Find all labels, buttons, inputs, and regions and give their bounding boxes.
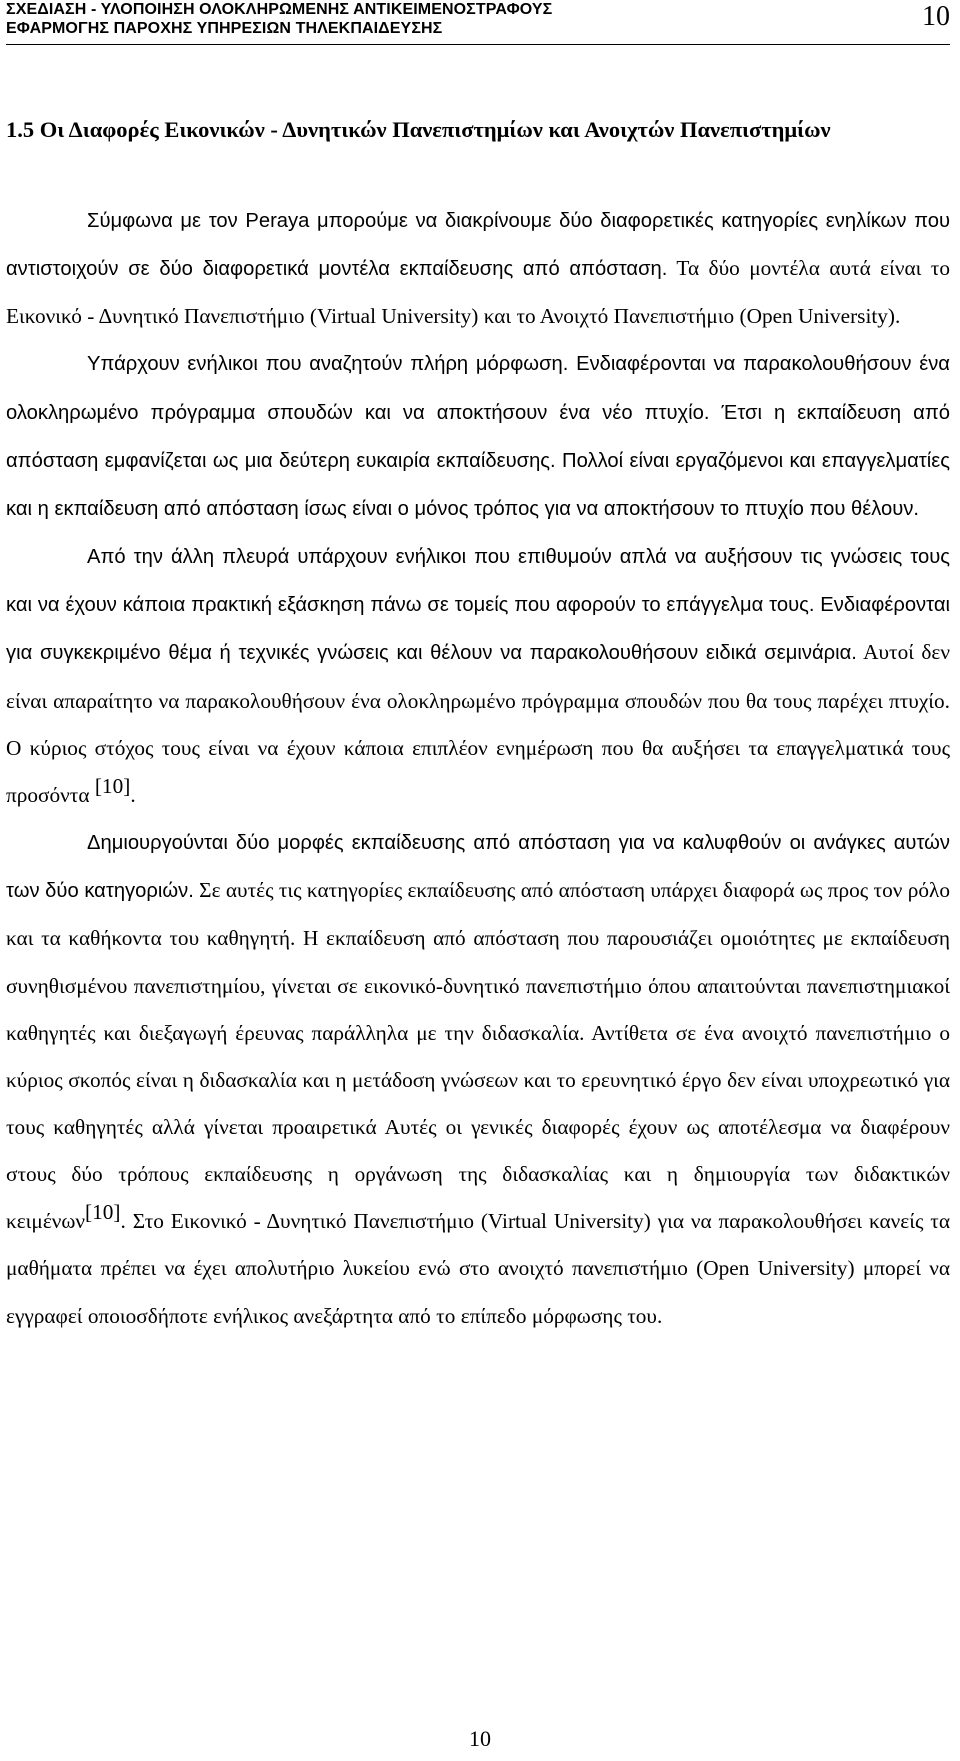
running-header: [6, 0, 950, 45]
paragraph-1: [6, 197, 950, 340]
body-text: [6, 197, 950, 1340]
paragraph-2-sentence-1: Υπάρχουν ενήλικοι που αναζητούν πλήρη μόρφωση.: [87, 353, 569, 376]
header-title-line-2: ΕΦΑΡΜΟΓΗΣ ΠΑΡΟΧΗΣ ΥΠΗΡΕΣΙΩΝ ΤΗΛΕΚΠΑΙΔΕΥΣΗΣ: [6, 20, 443, 37]
paragraph-3: [6, 533, 950, 819]
paragraph-4: [6, 819, 950, 1340]
header-title-line-1: ΣΧΕΔΙΑΣΗ - ΥΛΟΠΟΙΗΣΗ ΟΛΟΚΛΗΡΩΜΕΝΗΣ ΑΝΤΙΚΕΙΜΕΝΟΣΤΡΑΦΟΥΣ: [6, 1, 553, 18]
paragraph-3-part-1: Από την άλλη πλευρά υπάρχουν ενήλικοι που επιθυμούν απλά να αυξήσουν τις γνώσεις τους και να έχουν κάποια πρακτική εξάσκηση πάνω σε τομείς που αφορούν το επάγγελμα τους. Ενδιαφέρονται για συγκεκριμένο θέμα ή τεχνικές γνώσεις και θέλουν να παρακολουθήσουν ειδικά σεμινάρια.: [6, 546, 950, 665]
section-title: 1.5 Οι Διαφορές Εικονικών - Δυνητικών Πανεπιστημίων και Ανοιχτών Πανεπιστημίων: [6, 117, 831, 142]
paragraph-4-part-2: Σε αυτές τις κατηγορίες εκπαίδευσης από απόσταση υπάρχει διαφορά ως προς τον ρόλο και τα καθήκοντα του καθηγητή. Η εκπαίδευση από απόσταση που παρουσιάζει ομοιότητες με εκπαίδευση συνηθισμένου πανεπιστημίου, γίνεται σε εικονικό-δυνητικό πανεπιστήμιο όπου απαιτούνται πανεπιστημιακοί καθηγητές και διεξαγωγή έρευνας παράλληλα με την διδασκαλία. Αντίθετα σε ένα ανοιχτό πανεπιστήμιο ο κύριος σκοπός είναι η διδασκαλία και η μετάδοση γνώσεων και το ερευνητικό έργο δεν είναι υποχρεωτικό για τους καθηγητές αλλά γίνεται προαιρετικά Αυτές οι γενικές διαφορές έχουν ως αποτέλεσμα να διαφέρουν στους δύο τρόπους εκπαίδευσης η οργάνωση της διδασκαλίας και η δημιουργία των διδακτικών κειμένων: [6, 878, 950, 1234]
paragraph-1-sentence-1: Σύμφωνα με τον Peraya μπορούμε να διακρίνουμε δύο διαφορετικές κατηγορίες ενηλίκων που αντιστοιχούν σε δύο διαφορετικά μοντέλα εκπαίδευσης από απόσταση.: [6, 210, 950, 281]
citation-reference: [10]: [94, 773, 131, 798]
citation-reference: [10]: [85, 1200, 121, 1225]
paragraph-2-sentence-3: Πολλοί είναι εργαζόμενοι και επαγγελματίες και η εκπαίδευση από απόσταση ίσως είναι ο μόνος τρόπος για να αποκτήσουν το πτυχίο που θέλουν.: [6, 449, 950, 520]
header-page-number: 10: [922, 1, 950, 32]
paragraph-4-part-3: . Στο Εικονικό - Δυνητικό Πανεπιστήμιο (Virtual University) για να παρακολουθήσει κανείς τα μαθήματα πρέπει να έχει απολυτήριο λυκείου ενώ στο ανοιχτό πανεπιστήμιο (Open University) μπορεί να εγγραφεί οποιοσδήποτε ενήλικος ανεξάρτητα από το επίπεδο μόρφωσης του.: [6, 1209, 950, 1328]
paragraph-2: [6, 340, 950, 533]
paragraph-1-sentence-2: Τα δύο μοντέλα αυτά είναι το Εικονικό - Δυνητικό Πανεπιστήμιο (Virtual University) και το Ανοιχτό Πανεπιστήμιο (Open University).: [6, 256, 950, 329]
paragraph-3-end: .: [130, 782, 136, 807]
paragraph-2-sentence-2: Ενδιαφέρονται να παρακολουθήσουν ένα ολοκληρωμένο πρόγραμμα σπουδών και να αποκτήσουν ένα νέο πτυχίο. Έτσι η εκπαίδευση από απόσταση εμφανίζεται ως μια δεύτερη ευκαιρία εκπαίδευσης.: [6, 353, 950, 472]
paragraph-4-part-1: Δημιουργούνται δύο μορφές εκπαίδευσης από απόσταση για να καλυφθούν οι ανάγκες αυτών των δύο κατηγοριών.: [6, 832, 950, 903]
paragraph-3-part-2: Αυτοί δεν είναι απαραίτητο να παρακολουθήσουν ένα ολοκληρωμένο πρόγραμμα σπουδών που θα τους παρέχει πτυχίο. Ο κύριος στόχος τους είναι να έχουν κάποια επιπλέον ενημέρωση που θα αυξήσει τα επαγγελματικά τους προσόντα: [6, 640, 950, 807]
footer-page-number: 10: [469, 1726, 491, 1751]
